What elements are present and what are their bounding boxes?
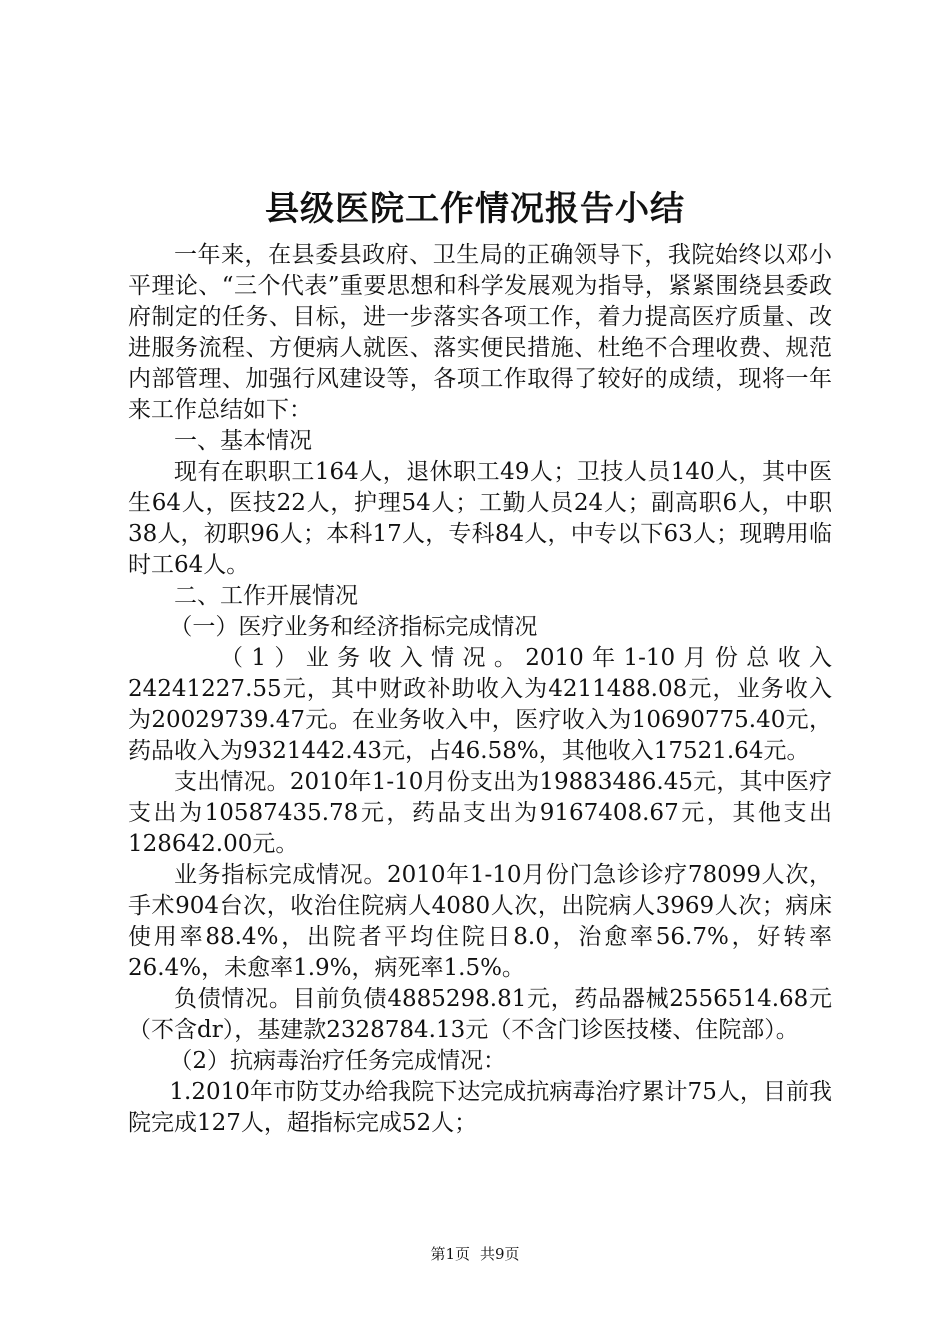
intro-paragraph: 一年来，在县委县政府、卫生局的正确领导下，我院始终以邓小平理论、“三个代表”重要思想和科学发展观为指导，紧紧围绕县委政府制定的任务、目标，进一步落实各项工作，着力提高医疗质量、改进服务流程、方便病人就医、落实便民措施、杜绝不合理收费、规范内部管理、加强行风建设等，各项工作取得了较好的成绩，现将一年来工作总结如下： xyxy=(128,242,832,423)
antiviral-paragraph: 1.2010年市防艾办给我院下达完成抗病毒治疗累计75人，目前我院完成127人，超指标完成52人； xyxy=(128,1079,832,1136)
page-number: 第1页 xyxy=(430,1245,470,1263)
subsection-heading-antiviral: （2）抗病毒治疗任务完成情况： xyxy=(169,1048,507,1074)
page-footer xyxy=(0,1243,950,1265)
indicator-paragraph: 业务指标完成情况。2010年1-10月份门急诊诊疗78099人次，手术904台次，收治住院病人4080人次，出院病人3969人次；病床使用率88.4%，出院者平均住院日8.0，治愈率56.7%，好转率26.4%，未愈率1.9%，病死率1.5%。 xyxy=(128,862,832,981)
subsection-heading-medical: （一）医疗业务和经济指标完成情况 xyxy=(169,614,538,640)
page-total: 共9页 xyxy=(480,1245,520,1263)
expense-paragraph: 支出情况。2010年1-10月份支出为19883486.45元，其中医疗支出为10587435.78元，药品支出为9167408.67元，其他支出128642.00元。 xyxy=(128,769,832,857)
section-heading-basic-info: 一、基本情况 xyxy=(174,428,312,454)
document-body xyxy=(128,240,832,1139)
section-heading-work: 二、工作开展情况 xyxy=(174,583,358,609)
document-title: 县级医院工作情况报告小结 xyxy=(265,189,685,229)
debt-paragraph: 负债情况。目前负债4885298.81元，药品器械2556514.68元（不含dr），基建款2328784.13元（不含门诊医技楼、住院部）。 xyxy=(128,986,832,1043)
income-paragraph: （1）业务收入情况。2010年1-10月份总收入24241227.55元，其中财政补助收入为4211488.08元，业务收入为20029739.47元。在业务收入中，医疗收入为10690775.40元，药品收入为9321442.43元，占46.58%，其他收入17521.64元。 xyxy=(128,645,832,764)
staff-paragraph: 现有在职职工164人，退休职工49人；卫技人员140人，其中医生64人，医技22人，护理54人；工勤人员24人；副高职6人，中职38人，初职96人；本科17人，专科84人，中专以下63人；现聘用临时工64人。 xyxy=(128,459,832,578)
